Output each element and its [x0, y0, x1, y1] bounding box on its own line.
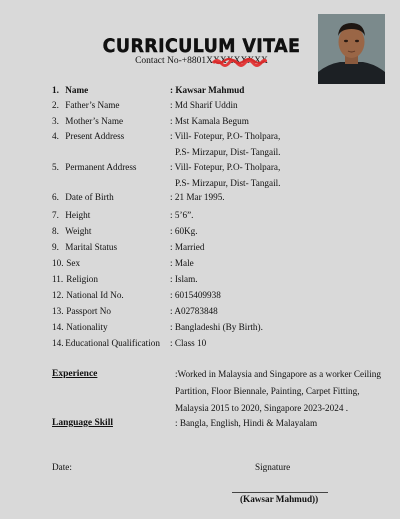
detail-label-group [52, 85, 170, 95]
detail-value: : Male [170, 258, 194, 268]
detail-number: 7. [52, 210, 59, 220]
detail-label: Present Address [65, 131, 125, 141]
detail-number: 14. [52, 322, 64, 332]
detail-row [52, 290, 221, 300]
detail-label: Height [65, 210, 91, 220]
language-value: : Bangla, English, Hindi & Malayalam [175, 418, 318, 428]
detail-row [52, 306, 218, 316]
detail-label-group [52, 131, 170, 141]
date-label: Date: [52, 462, 72, 472]
detail-value: : 5’6”. [170, 210, 194, 220]
detail-label-group [52, 290, 170, 300]
contact-line [60, 56, 343, 66]
detail-row [52, 226, 198, 236]
experience-heading: Experience [52, 369, 98, 379]
experience-line-2: Partition, Floor Biennale, Painting, Carpet Fitting, [175, 386, 360, 396]
detail-number: 1. [52, 85, 59, 95]
detail-number: 4. [52, 131, 59, 141]
redaction-scribble [212, 57, 267, 67]
detail-number: 11. [52, 274, 64, 284]
detail-label-group [52, 116, 170, 126]
detail-row [52, 100, 238, 110]
contact-number-text: +8801XXXXXXXXX [181, 56, 268, 66]
detail-label-group [52, 210, 170, 220]
detail-row [52, 162, 281, 172]
detail-label-group [52, 338, 170, 348]
detail-label: Mother’s Name [65, 116, 124, 126]
detail-number: 13. [52, 306, 64, 316]
detail-label-group [52, 192, 170, 202]
detail-value: : A02783848 [170, 306, 218, 316]
detail-label-group [52, 242, 170, 252]
detail-label: Religion [66, 274, 98, 284]
detail-label: Sex [66, 258, 81, 268]
detail-row [52, 210, 194, 220]
signature-label: Signature [255, 462, 291, 472]
detail-value: : Islam. [170, 274, 198, 284]
portrait-image [318, 14, 385, 84]
detail-label: National Id No. [66, 290, 124, 300]
detail-number: 6. [52, 192, 59, 202]
detail-label-group [52, 100, 170, 110]
signature-line [232, 492, 328, 493]
detail-row [52, 116, 249, 126]
page-title: CURRICULUM VITAE [102, 35, 301, 57]
detail-row [52, 192, 225, 202]
detail-number: 14. [52, 338, 64, 348]
detail-value: : 60Kg. [170, 226, 198, 236]
detail-label: Passport No [66, 306, 111, 316]
detail-value: : Married [170, 242, 205, 252]
detail-row [52, 85, 245, 95]
profile-photo [318, 14, 385, 84]
detail-label: Date of Birth [65, 192, 114, 202]
detail-value: : Bangladeshi (By Birth). [170, 322, 263, 332]
detail-label-group [52, 274, 170, 284]
contact-label: Contact No- [135, 56, 182, 66]
detail-value: : Vill- Fotepur, P.O- Tholpara, [170, 162, 281, 172]
detail-label: Name [65, 85, 89, 95]
detail-row [52, 274, 198, 284]
detail-value: : Class 10 [170, 338, 207, 348]
detail-value: : 21 Mar 1995. [170, 192, 225, 202]
detail-row [52, 322, 263, 332]
detail-value-continued: P.S- Mirzapur, Dist- Tangail. [175, 147, 281, 157]
language-heading: Language Skill [52, 418, 113, 428]
detail-value: : Md Sharif Uddin [170, 100, 238, 110]
detail-number: 9. [52, 242, 59, 252]
detail-label: Weight [65, 226, 92, 236]
experience-line-1: :Worked in Malaysia and Singapore as a worker Ceiling [175, 369, 381, 379]
detail-value: : Kawsar Mahmud [170, 85, 245, 95]
detail-label: Permanent Address [65, 162, 137, 172]
detail-value-continued: P.S- Mirzapur, Dist- Tangail. [175, 178, 281, 188]
signed-name: (Kawsar Mahmud)) [240, 494, 319, 504]
detail-number: 10. [52, 258, 64, 268]
detail-label-group [52, 226, 170, 236]
detail-label-group [52, 306, 170, 316]
detail-value: : 6015409938 [170, 290, 221, 300]
detail-value: : Mst Kamala Begum [170, 116, 249, 126]
contact-number [182, 56, 268, 66]
detail-number: 3. [52, 116, 59, 126]
experience-line-3: Malaysia 2015 to 2020, Singapore 2023-2024 . [175, 403, 349, 413]
detail-number: 2. [52, 100, 59, 110]
detail-row [52, 258, 194, 268]
detail-number: 8. [52, 226, 59, 236]
detail-row [52, 131, 281, 141]
detail-label-group [52, 258, 170, 268]
detail-label-group [52, 322, 170, 332]
detail-number: 12. [52, 290, 64, 300]
detail-label: Educational Qualification [65, 338, 160, 348]
detail-number: 5. [52, 162, 59, 172]
detail-row [52, 338, 207, 348]
detail-value: : Vill- Fotepur, P.O- Tholpara, [170, 131, 281, 141]
detail-row [52, 242, 205, 252]
detail-label: Nationality [66, 322, 108, 332]
detail-label: Marital Status [65, 242, 118, 252]
detail-label-group [52, 162, 170, 172]
detail-label: Father’s Name [65, 100, 120, 110]
